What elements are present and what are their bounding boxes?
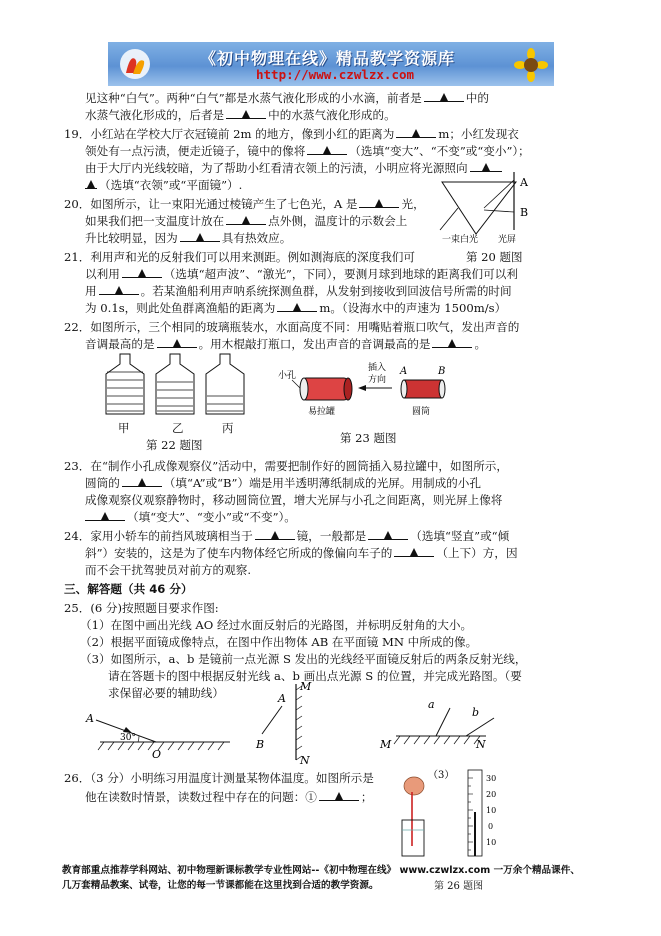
question-19: 19．小红站在学校大厅衣冠镜前 2m 的地方，像到小红的距离为 m；小红发现衣 — [64, 127, 519, 141]
label-a: A — [520, 176, 528, 189]
sunlight-ray — [440, 208, 458, 230]
prism-figure — [436, 168, 546, 244]
question-25: 25．(6 分)按照题目要求作图: — [64, 601, 219, 615]
answer-blank — [180, 231, 220, 242]
tube-label: 圆筒 — [412, 407, 431, 417]
tube-end-b: B — [438, 366, 446, 377]
text-line: （3）如图所示，a、b 是镜前一点光源 S 发出的光线经平面镜反射后的两条反射光线， — [80, 652, 527, 666]
header-banner — [108, 42, 554, 86]
answer-blank — [122, 476, 162, 487]
mirror-figure-3 — [378, 694, 508, 754]
answer-blank — [424, 91, 464, 102]
arrow-icon — [358, 385, 366, 391]
answer-blank — [99, 284, 139, 295]
text-line: （2）根据平面镜成像特点，在图中作出物体 AB 在平面镜 MN 中所成的像。 — [80, 635, 478, 649]
question-23: 23．在“制作小孔成像观察仪”活动中，需要把制作好的圆筒插入易拉罐中，如图所示， — [64, 459, 508, 473]
ray-a: a — [428, 698, 435, 711]
text-line: 为 0.1s，则此处鱼群离渔船的距离为 m。（设海水中的声速为 1500m/s） — [85, 301, 507, 315]
answer-blank — [432, 337, 472, 348]
footer-line-1: 教育部重点推荐学科网站、初中物理新课标教学专业性网站--《初中物理在线》 www.czwlzx.com 一万余个精品课件、 — [62, 865, 580, 876]
hole-label: 小孔 — [278, 371, 297, 381]
text-line: 如果我们把一支温度计放在 点外侧，温度计的示数会上 — [85, 214, 408, 228]
banner-url[interactable]: http://www.czwlzx.com — [256, 67, 415, 82]
answer-blank — [85, 510, 125, 521]
text-line: 用 。若某渔船利用声呐系统探测鱼群，从发射到接收到回波信号所需的时间 — [85, 284, 512, 298]
answer-blank — [277, 301, 317, 312]
text-line: （选填“衣领”或“平面镜”）. — [85, 177, 242, 193]
footer-line-2: 几万套精品教案、试卷，让您的每一节课都能在这里找到合适的教学资源。 — [62, 880, 379, 891]
label-b: B — [520, 206, 529, 219]
mirror-m-3: M — [380, 738, 392, 751]
mirror-figure-2 — [250, 680, 320, 766]
question-21: 21．利用声和光的反射我们可以用来测距。例如测海底的深度我们可 — [64, 250, 415, 264]
section-heading: 三、解答题（共 46 分） — [64, 582, 193, 596]
direction-label: 方向 — [368, 375, 387, 385]
insert-label: 插入 — [368, 363, 387, 373]
figure-number: （3） — [428, 770, 455, 781]
text-line: 斜”）安装的，这是为了使车内物体经它所成的像偏向车子的 （上下）方，因 — [85, 546, 518, 560]
bottle-label-3: 丙 — [222, 421, 234, 435]
bottle-yi — [156, 354, 194, 414]
sunlight-label: 一束白光 — [442, 235, 479, 244]
text-line: 以利用 （选填“超声波”、“激光”，下同），要测月球到地球的距离我们可以利 — [85, 267, 518, 281]
answer-blank — [319, 790, 359, 801]
bottle-jia — [106, 354, 144, 414]
answer-blank — [226, 214, 266, 225]
angle-label: 30° — [120, 733, 136, 743]
mirror-n: N — [300, 754, 310, 766]
object-a: A — [278, 692, 286, 705]
text-line: 他在读数时情景，读数过程中存在的问题：① ； — [85, 790, 373, 804]
tick-30: 30 — [486, 774, 497, 783]
text-line: 请在答题卡的图中根据反射光线 a、b 画出点光源 S 的位置，并完成光路图。（要 — [108, 669, 522, 683]
answer-blank — [255, 529, 295, 540]
can-label: 易拉罐 — [308, 407, 336, 417]
text-line: 升比较明显，因为 具有热效应。 — [85, 231, 292, 245]
text-line: （1）在图中画出光线 AO 经过水面反射后的光路图，并标明反射角的大小。 — [80, 618, 473, 632]
tube-end-a: A — [400, 366, 408, 377]
mirror-n-3: N — [476, 738, 486, 751]
answer-blank — [396, 127, 436, 138]
bottle-label-2: 乙 — [172, 421, 184, 435]
answer-blank — [394, 546, 434, 557]
bottle-label-1: 甲 — [118, 421, 130, 435]
text-line: 由于大厅内光线较暗，为了帮助小红看清衣领上的污渍，小明应将光源照向 — [85, 160, 504, 176]
answer-blank — [157, 337, 197, 348]
fig26-caption: 第 26 题图 — [434, 881, 484, 892]
text-line: 成像观察仪观察静物时，移动圆筒位置，增大光屏与小孔之间距离，则光屏上像将 — [85, 493, 503, 507]
text-line: 圆筒的 （填“A”或“B”）端是用半透明薄纸制成的光屏。用制成的小孔 — [85, 476, 481, 490]
object-b: B — [256, 738, 265, 751]
mirror-m: M — [300, 680, 312, 693]
ray-b: b — [472, 706, 480, 719]
point-a: A — [86, 712, 94, 725]
answer-blank — [122, 267, 162, 278]
site-logo-icon — [118, 47, 152, 81]
screen-label: 光屏 — [498, 235, 517, 244]
text-line: （填“变大”、“变小”或“不变”）。 — [85, 509, 296, 525]
question-22: 22．如图所示，三个相同的玻璃瓶装水，水面高度不同：用嘴贴着瓶口吹气，发出声音的 — [64, 320, 520, 334]
sunflower-icon — [514, 48, 548, 82]
tick-10: 10 — [486, 806, 497, 815]
answer-blank — [307, 144, 347, 155]
text-line: 水蒸气液化形成的，后者是 中的水蒸气液化形成的。 — [85, 108, 396, 122]
fig20-caption: 第 20 题图 — [466, 250, 523, 264]
can-body — [302, 378, 348, 400]
answer-blank — [226, 108, 266, 119]
fig23-caption: 第 23 题图 — [340, 431, 397, 445]
text-line: 音调最高的是 。用木棍敲打瓶口，发出声音的音调最高的是 。 — [85, 337, 487, 351]
bottles-figure — [104, 352, 254, 416]
question-26: 26．（3 分）小明练习用温度计测量某物体温度。如图所示是 — [64, 771, 374, 785]
tick-neg10: 10 — [486, 838, 497, 847]
point-o: O — [152, 748, 162, 761]
pinhole-figure — [272, 358, 462, 420]
hand-icon — [404, 777, 424, 795]
reflection-figure-1 — [80, 700, 240, 762]
answer-blank — [85, 178, 97, 189]
question-24: 24．家用小轿车的前挡风玻璃相当于 镜，一般都是 （选填“竖直”或“倾 — [64, 529, 510, 543]
fig22-caption: 第 22 题图 — [146, 438, 203, 452]
answer-blank — [368, 529, 408, 540]
text-line: 领处有一点污渍，便走近镜子，镜中的像将 （选填“变大”、“不变”或“变小”）； — [85, 144, 530, 158]
thermometer-figure — [392, 764, 522, 860]
tick-20: 20 — [486, 790, 497, 799]
tube-body — [404, 380, 442, 398]
answer-blank — [359, 197, 399, 208]
tick-0: 0 — [488, 822, 494, 831]
banner-title: 《初中物理在线》精品教学资源库 — [200, 49, 456, 68]
bottle-bing — [206, 354, 244, 414]
question-20: 20．如图所示，让一束阳光通过棱镜产生了七色光，A 是 光， — [64, 197, 425, 211]
text-line: 见这种“白气”。两种“白气”都是水蒸气液化形成的小水滴，前者是 中的 — [85, 91, 489, 105]
text-line: 而不会干扰驾驶员对前方的观察. — [85, 563, 251, 577]
text-line: 求保留必要的辅助线） — [108, 686, 224, 700]
beaker — [402, 820, 424, 856]
